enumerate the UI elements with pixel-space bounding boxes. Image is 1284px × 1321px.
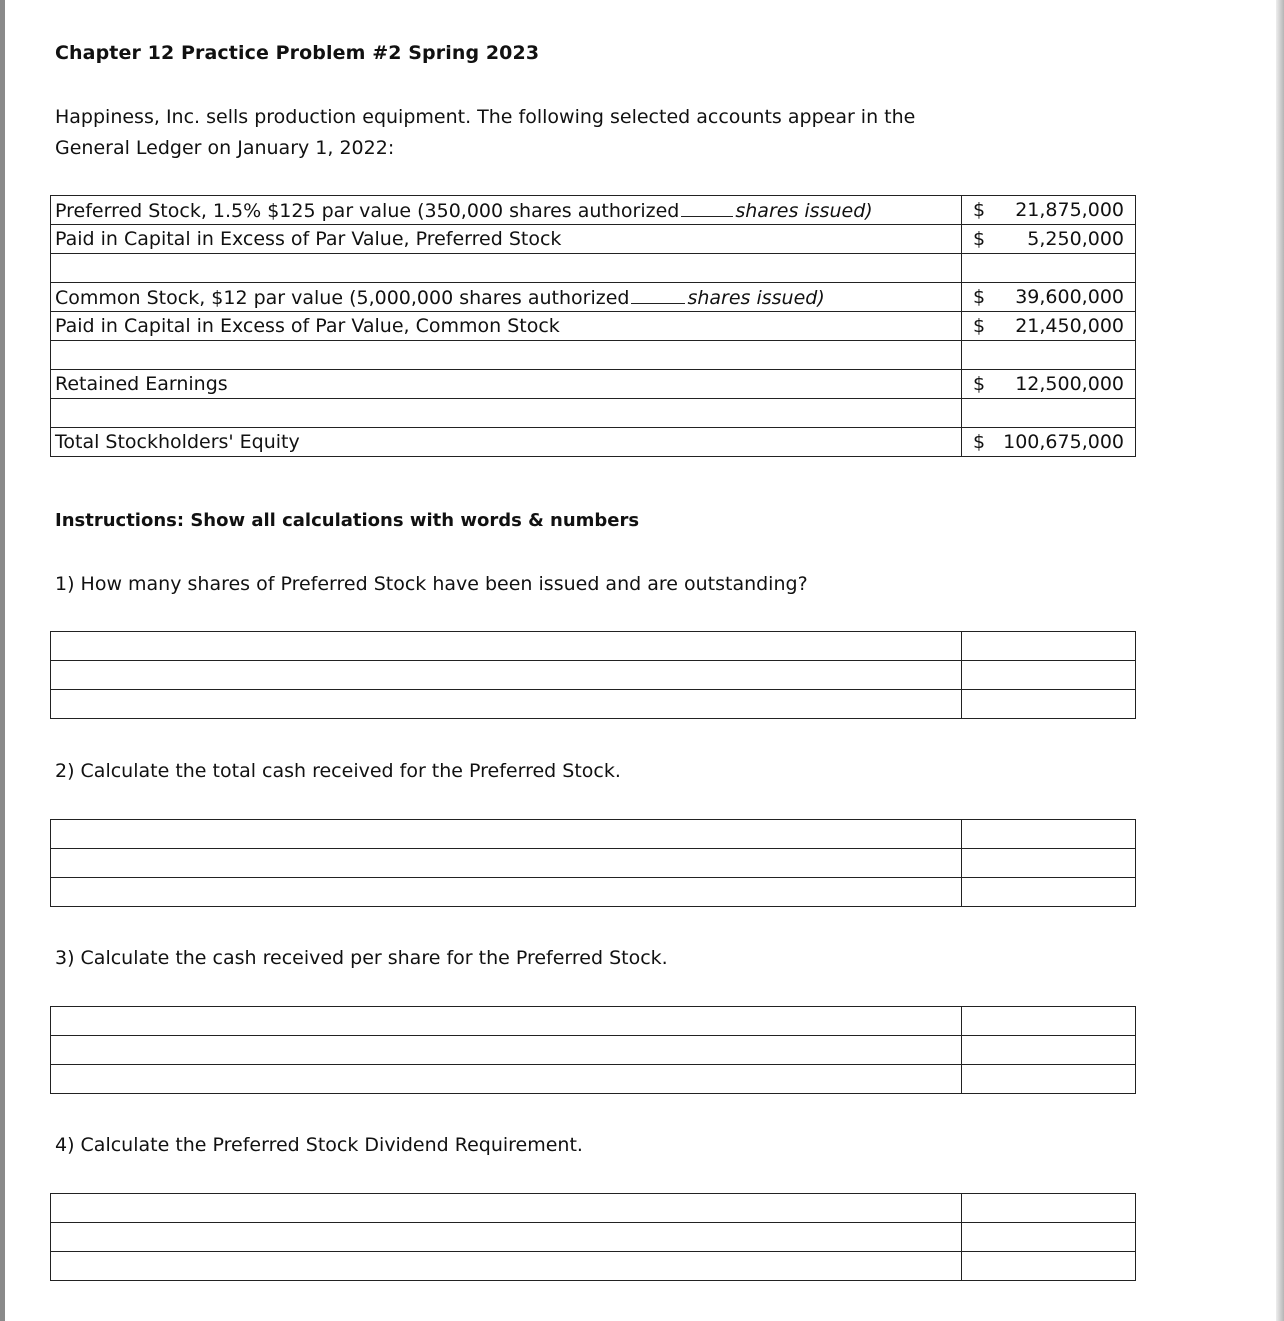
answer-amount-cell[interactable] bbox=[962, 1007, 1136, 1036]
ledger-label-cell bbox=[51, 283, 962, 312]
question-4: 4) Calculate the Preferred Stock Dividend Requirement. bbox=[55, 1134, 583, 1156]
question-3: 3) Calculate the cash received per share for the Preferred Stock. bbox=[55, 947, 668, 969]
answer-amount-cell[interactable] bbox=[962, 1252, 1136, 1281]
answer-work-cell[interactable] bbox=[51, 690, 962, 719]
answer-work-cell[interactable] bbox=[51, 1007, 962, 1036]
answer-row bbox=[51, 1252, 1136, 1281]
answer-row bbox=[51, 849, 1136, 878]
left-edge-divider bbox=[0, 0, 5, 1321]
total-equity-amount: 100,675,000 bbox=[1003, 431, 1124, 453]
total-equity-label: Total Stockholders' Equity bbox=[55, 431, 300, 453]
common-shares-issued-blank bbox=[631, 286, 685, 304]
currency-symbol: $ bbox=[973, 373, 986, 395]
answer-row bbox=[51, 1036, 1136, 1065]
intro-paragraph bbox=[55, 102, 955, 164]
ledger-amount-cell bbox=[962, 225, 1136, 254]
answer-amount-cell[interactable] bbox=[962, 661, 1136, 690]
answer-row bbox=[51, 661, 1136, 690]
ledger-row-common-stock bbox=[51, 283, 1136, 312]
question-2: 2) Calculate the total cash received for the Preferred Stock. bbox=[55, 760, 621, 782]
answer-amount-cell[interactable] bbox=[962, 632, 1136, 661]
ledger-empty-cell bbox=[962, 254, 1136, 283]
answer-row bbox=[51, 1007, 1136, 1036]
answer-amount-cell[interactable] bbox=[962, 1036, 1136, 1065]
ledger-row-pic-common bbox=[51, 312, 1136, 341]
ledger-label-cell bbox=[51, 312, 962, 341]
answer-amount-cell[interactable] bbox=[962, 849, 1136, 878]
answer-work-cell[interactable] bbox=[51, 1194, 962, 1223]
ledger-amount-cell bbox=[962, 312, 1136, 341]
answer-work-cell[interactable] bbox=[51, 1036, 962, 1065]
preferred-shares-issued-suffix: shares issued) bbox=[735, 199, 873, 222]
answer-row bbox=[51, 690, 1136, 719]
ledger-row-preferred-stock bbox=[51, 196, 1136, 225]
answer-work-cell[interactable] bbox=[51, 878, 962, 907]
currency-symbol: $ bbox=[973, 228, 986, 250]
answer-amount-cell[interactable] bbox=[962, 820, 1136, 849]
ledger-label-cell bbox=[51, 225, 962, 254]
ledger-empty-cell bbox=[51, 254, 962, 283]
pic-preferred-label: Paid in Capital in Excess of Par Value, Preferred Stock bbox=[55, 228, 562, 250]
ledger-label-cell bbox=[51, 370, 962, 399]
ledger-amount-cell bbox=[962, 283, 1136, 312]
ledger-amount-cell bbox=[962, 370, 1136, 399]
pic-preferred-amount: 5,250,000 bbox=[1027, 228, 1124, 250]
ledger-empty-cell bbox=[51, 399, 962, 428]
answer-amount-cell[interactable] bbox=[962, 1194, 1136, 1223]
answer-work-cell[interactable] bbox=[51, 661, 962, 690]
answer-amount-cell[interactable] bbox=[962, 1065, 1136, 1094]
answer-row bbox=[51, 1223, 1136, 1252]
general-ledger-table bbox=[50, 195, 1136, 457]
ledger-label-cell bbox=[51, 196, 962, 225]
right-edge-shadow bbox=[1276, 0, 1284, 1321]
retained-earnings-amount: 12,500,000 bbox=[1015, 373, 1124, 395]
ledger-empty-cell bbox=[962, 341, 1136, 370]
intro-line-1: Happiness, Inc. sells production equipment. The following selected accounts appear in the bbox=[55, 106, 916, 128]
answer-work-cell[interactable] bbox=[51, 1065, 962, 1094]
ledger-label-cell bbox=[51, 428, 962, 457]
answer-row bbox=[51, 820, 1136, 849]
ledger-amount-cell bbox=[962, 428, 1136, 457]
answer-work-cell[interactable] bbox=[51, 1252, 962, 1281]
answer-grid-3 bbox=[50, 1006, 1136, 1094]
preferred-shares-issued-blank bbox=[681, 199, 733, 217]
intro-line-2: General Ledger on January 1, 2022: bbox=[55, 137, 395, 159]
answer-row bbox=[51, 878, 1136, 907]
answer-work-cell[interactable] bbox=[51, 1223, 962, 1252]
preferred-stock-amount: 21,875,000 bbox=[1015, 199, 1124, 221]
common-shares-issued-suffix: shares issued) bbox=[687, 286, 825, 309]
answer-work-cell[interactable] bbox=[51, 820, 962, 849]
currency-symbol: $ bbox=[973, 315, 986, 337]
answer-row bbox=[51, 632, 1136, 661]
pic-common-amount: 21,450,000 bbox=[1015, 315, 1124, 337]
ledger-row-empty bbox=[51, 254, 1136, 283]
answer-amount-cell[interactable] bbox=[962, 1223, 1136, 1252]
answer-row bbox=[51, 1194, 1136, 1223]
answer-grid-4 bbox=[50, 1193, 1136, 1281]
answer-amount-cell[interactable] bbox=[962, 690, 1136, 719]
answer-amount-cell[interactable] bbox=[962, 878, 1136, 907]
answer-row bbox=[51, 1065, 1136, 1094]
ledger-row-pic-preferred bbox=[51, 225, 1136, 254]
ledger-row-empty bbox=[51, 341, 1136, 370]
currency-symbol: $ bbox=[973, 286, 986, 308]
ledger-empty-cell bbox=[962, 399, 1136, 428]
page-title: Chapter 12 Practice Problem #2 Spring 2023 bbox=[55, 42, 540, 64]
common-stock-amount: 39,600,000 bbox=[1015, 286, 1124, 308]
ledger-row-empty bbox=[51, 399, 1136, 428]
ledger-amount-cell bbox=[962, 196, 1136, 225]
ledger-row-retained-earnings bbox=[51, 370, 1136, 399]
currency-symbol: $ bbox=[973, 431, 986, 453]
preferred-stock-label: Preferred Stock, 1.5% $125 par value (350,000 shares authorized bbox=[55, 199, 680, 222]
retained-earnings-label: Retained Earnings bbox=[55, 373, 228, 395]
answer-grid-2 bbox=[50, 819, 1136, 907]
answer-grid-1 bbox=[50, 631, 1136, 719]
instructions-heading: Instructions: Show all calculations with words & numbers bbox=[55, 510, 640, 531]
question-1: 1) How many shares of Preferred Stock have been issued and are outstanding? bbox=[55, 573, 808, 595]
ledger-row-total-equity bbox=[51, 428, 1136, 457]
common-stock-label: Common Stock, $12 par value (5,000,000 shares authorized bbox=[55, 286, 630, 309]
ledger-empty-cell bbox=[51, 341, 962, 370]
currency-symbol: $ bbox=[973, 199, 986, 221]
answer-work-cell[interactable] bbox=[51, 849, 962, 878]
answer-work-cell[interactable] bbox=[51, 632, 962, 661]
pic-common-label: Paid in Capital in Excess of Par Value, Common Stock bbox=[55, 315, 560, 337]
